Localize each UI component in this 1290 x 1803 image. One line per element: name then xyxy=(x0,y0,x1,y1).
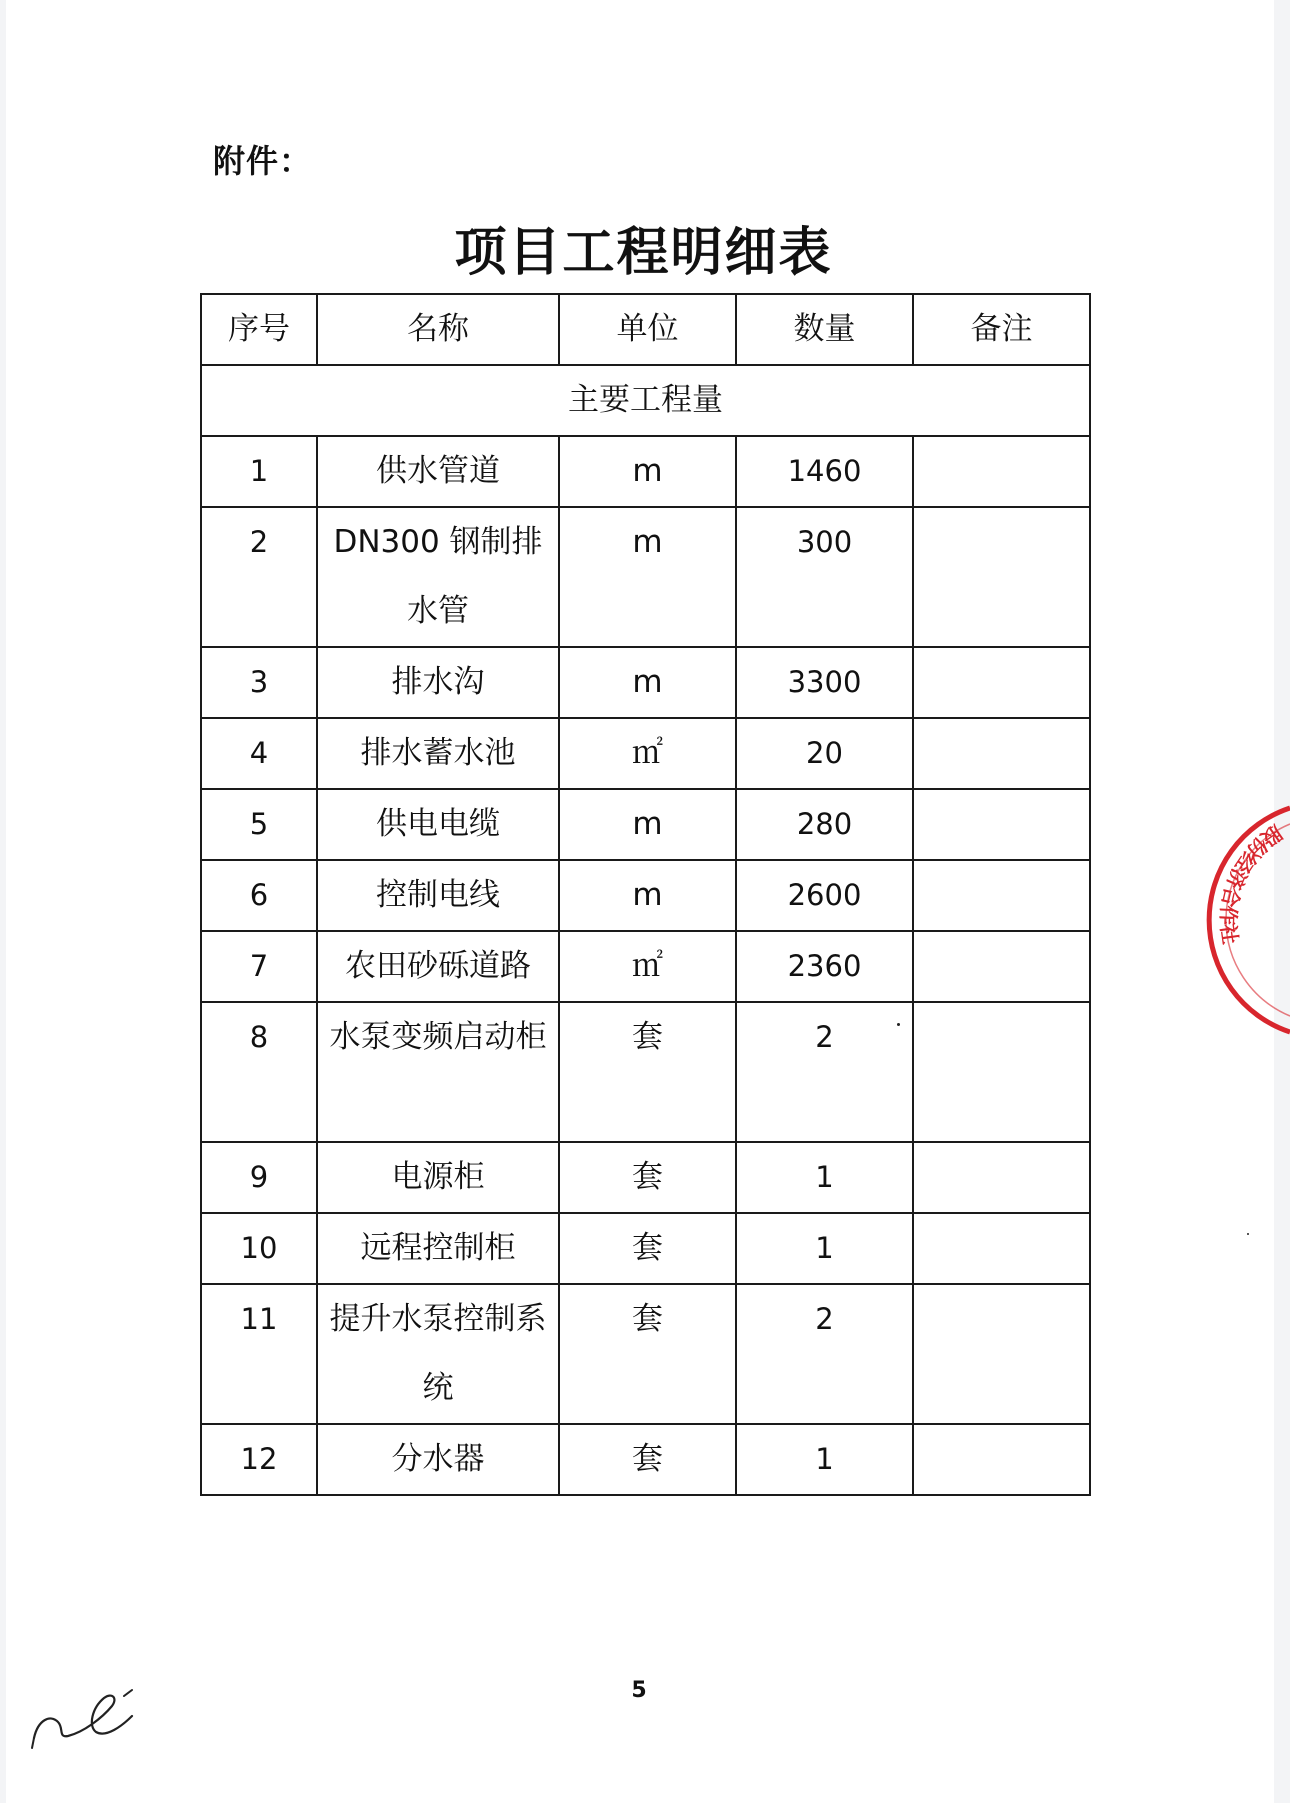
row-remarks xyxy=(913,1142,1090,1213)
row-unit: 套 xyxy=(559,1142,736,1213)
row-name: 供水管道 xyxy=(317,436,559,507)
table-row xyxy=(201,1213,1090,1284)
header-remarks: 备注 xyxy=(913,294,1090,365)
section-row xyxy=(201,365,1090,436)
table-row xyxy=(201,1002,1090,1142)
row-name: 控制电线 xyxy=(317,860,559,931)
row-quantity: 2600 xyxy=(736,860,913,931)
table-row xyxy=(201,931,1090,1002)
table-header-row xyxy=(201,294,1090,365)
row-unit: m xyxy=(559,647,736,718)
row-index: 2 xyxy=(201,507,317,647)
row-remarks xyxy=(913,647,1090,718)
row-name: 分水器 xyxy=(317,1424,559,1495)
row-unit: ㎡ xyxy=(559,718,736,789)
seal-text: 股份经济合作社 xyxy=(1215,820,1287,946)
row-unit: 套 xyxy=(559,1002,736,1142)
row-quantity: 300 xyxy=(736,507,913,647)
header-unit: 单位 xyxy=(559,294,736,365)
project-detail-table xyxy=(200,293,1091,1496)
row-unit: m xyxy=(559,860,736,931)
row-name: 排水蓄水池 xyxy=(317,718,559,789)
row-name: 供电电缆 xyxy=(317,789,559,860)
row-name: DN300 钢制排水管 xyxy=(317,507,559,647)
table-row xyxy=(201,436,1090,507)
row-index: 6 xyxy=(201,860,317,931)
row-remarks xyxy=(913,1424,1090,1495)
row-quantity: 20 xyxy=(736,718,913,789)
page-number: 5 xyxy=(631,1678,647,1703)
table-row xyxy=(201,507,1090,647)
row-index: 3 xyxy=(201,647,317,718)
row-quantity: 1460 xyxy=(736,436,913,507)
svg-text:股份经济合作社 xyxy=(1216,820,1287,945)
row-unit: ㎡ xyxy=(559,931,736,1002)
row-unit: m xyxy=(559,789,736,860)
row-unit: m xyxy=(559,436,736,507)
row-remarks xyxy=(913,436,1090,507)
row-name: 远程控制柜 xyxy=(317,1213,559,1284)
row-name: 排水沟 xyxy=(317,647,559,718)
row-index: 5 xyxy=(201,789,317,860)
row-index: 7 xyxy=(201,931,317,1002)
row-unit: 套 xyxy=(559,1424,736,1495)
row-name: 水泵变频启动柜 xyxy=(317,1002,559,1142)
row-remarks xyxy=(913,931,1090,1002)
header-quantity: 数量 xyxy=(736,294,913,365)
row-index: 12 xyxy=(201,1424,317,1495)
ink-speck xyxy=(1247,1233,1249,1235)
table-row xyxy=(201,860,1090,931)
row-index: 11 xyxy=(201,1284,317,1424)
row-unit: 套 xyxy=(559,1213,736,1284)
ink-speck xyxy=(897,1023,900,1026)
row-unit: 套 xyxy=(559,1284,736,1424)
document-title: 项目工程明细表 xyxy=(454,223,833,283)
table-row xyxy=(201,789,1090,860)
row-remarks xyxy=(913,860,1090,931)
row-quantity: 280 xyxy=(736,789,913,860)
row-remarks xyxy=(913,789,1090,860)
row-index: 8 xyxy=(201,1002,317,1142)
row-quantity: 1 xyxy=(736,1142,913,1213)
attachment-label: 附件： xyxy=(213,142,313,180)
row-remarks xyxy=(913,1002,1090,1142)
row-index: 4 xyxy=(201,718,317,789)
red-seal-stamp xyxy=(1190,800,1290,1040)
row-remarks xyxy=(913,507,1090,647)
row-index: 10 xyxy=(201,1213,317,1284)
table-row xyxy=(201,718,1090,789)
row-remarks xyxy=(913,718,1090,789)
row-quantity: 1 xyxy=(736,1213,913,1284)
row-name: 电源柜 xyxy=(317,1142,559,1213)
section-label: 主要工程量 xyxy=(201,365,1090,436)
row-remarks xyxy=(913,1213,1090,1284)
row-index: 9 xyxy=(201,1142,317,1213)
row-unit: m xyxy=(559,507,736,647)
header-name: 名称 xyxy=(317,294,559,365)
table-row xyxy=(201,647,1090,718)
row-name: 提升水泵控制系统 xyxy=(317,1284,559,1424)
table-row xyxy=(201,1142,1090,1213)
row-quantity: 2360 xyxy=(736,931,913,1002)
row-index: 1 xyxy=(201,436,317,507)
table-row xyxy=(201,1284,1090,1424)
row-name: 农田砂砾道路 xyxy=(317,931,559,1002)
table-row xyxy=(201,1424,1090,1495)
row-quantity: 2 xyxy=(736,1002,913,1142)
row-quantity: 3300 xyxy=(736,647,913,718)
row-remarks xyxy=(913,1284,1090,1424)
row-quantity: 1 xyxy=(736,1424,913,1495)
row-quantity: 2 xyxy=(736,1284,913,1424)
header-index: 序号 xyxy=(201,294,317,365)
